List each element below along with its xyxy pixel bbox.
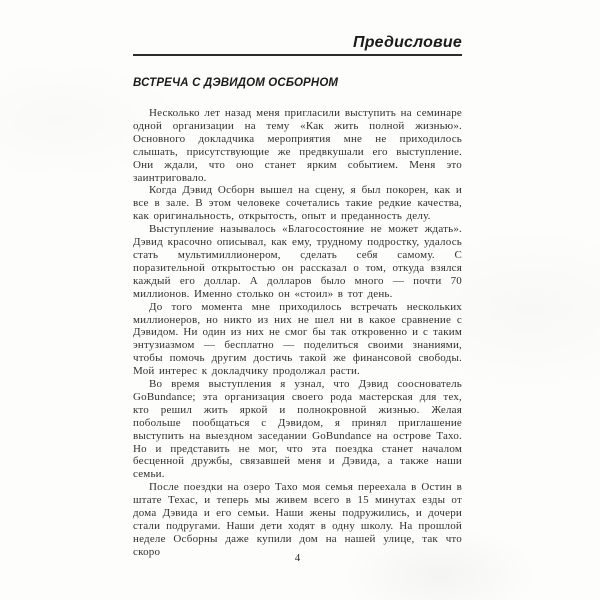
- paragraph: После поездки на озеро Тахо моя семья переехала в Остин в штате Техас, и теперь мы живем всего в 15 минутах езды от дома Дэвида и его семьи. Наши жены подружились, и дочери стали подругами. Наши дети ходят в одну школу. На прошлой неделе Осборны даже купили дом на нашей улице, так что скоро: [133, 481, 462, 558]
- running-header: Предисловие: [353, 34, 462, 51]
- section-title: ВСТРЕЧА С ДЭВИДОМ ОСБОРНОМ: [133, 77, 339, 89]
- paragraph: Несколько лет назад меня пригласили выступить на семинаре одной организации на тему «Как жить полной жизнью». Основного докладчика мероприятия мне не приходилось слышать, присутствующие же предвкушали его выступление. Они ждали, что оно станет ярким событием. Меня это заинтриговало.: [133, 107, 462, 184]
- paragraph: Когда Дэвид Осборн вышел на сцену, я был покорен, как и все в зале. В этом человеке сочетались такие редкие качества, как оригинальность, открытость, опыт и преданность делу.: [133, 184, 462, 223]
- paragraph: Во время выступления я узнал, что Дэвид сооснователь GoBundance; эта организация своего рода мастерская для тех, кто решил жить яркой и полнокровной жизнью. Желая побольше пообщаться с Дэвидом, я принял приглашение выступить на выездном заседании GoBundance на острове Тахо. Но и представить не мог, что эта поездка станет началом бесценной дружбы, связавшей меня и Дэвида, а также наши семьи.: [133, 378, 462, 481]
- paragraph: До того момента мне приходилось встречать нескольких миллионеров, но никто из них не шел ни в какое сравнение с Дэвидом. Ни один из них не смог бы так откровенно и с таким энтузиазмом — бесплатно — поделиться своими знаниями, чтобы помочь другим достичь такой же финансовой свободы. Мой интерес к докладчику продолжал расти.: [133, 300, 462, 378]
- paragraph: Выступление называлось «Благосостояние не может ждать». Дэвид красочно описывал, как ему, трудному подростку, удалось стать мультимиллионером, сделать себя самому. С поразительной открытостью он рассказал о том, откуда взялся каждый его доллар. А долларов было много — почти 70 миллионов. Именно столько он «стоил» в тот день.: [133, 223, 462, 300]
- page-number: 4: [294, 552, 301, 564]
- page-content: [133, 0, 462, 600]
- body-text: [133, 107, 462, 559]
- header-rule: [133, 54, 462, 56]
